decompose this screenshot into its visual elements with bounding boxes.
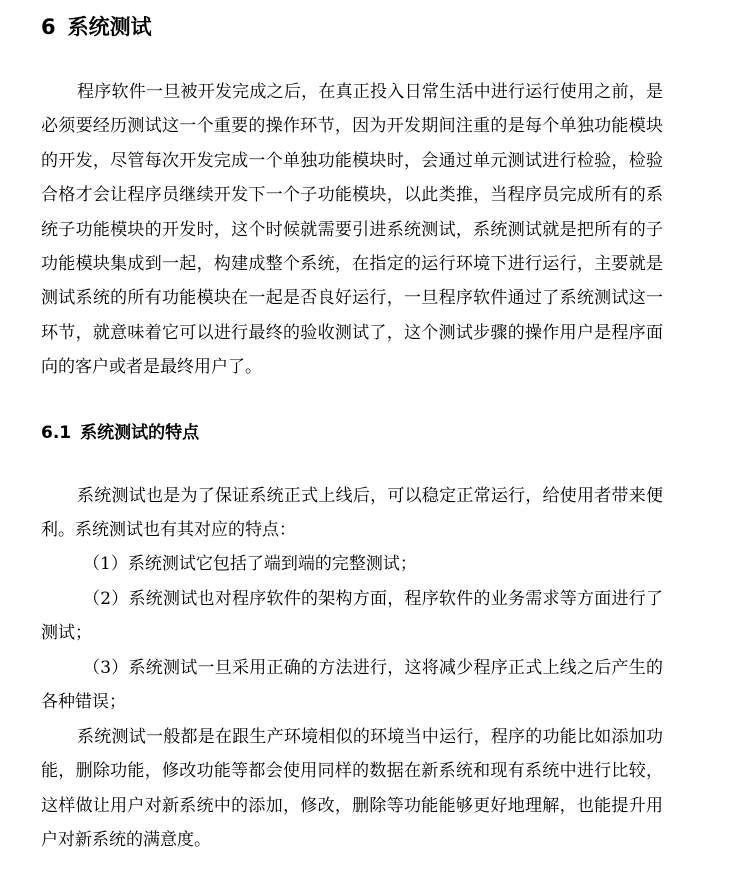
subsection-intro-paragraph: 系统测试也是为了保证系统正式上线后，可以稳定正常运行，给使用者带来便利。系统测试也有其对应的特点： bbox=[41, 486, 663, 541]
subsection-title: 系统测试的特点 bbox=[80, 423, 200, 443]
subsection-number: 6.1 bbox=[41, 423, 72, 443]
feature-item-2: （2）系统测试也对程序软件的架构方面，程序软件的业务需求等方面进行了测试； bbox=[41, 589, 663, 644]
feature-item-1: （1）系统测试它包括了端到端的完整测试； bbox=[83, 554, 417, 574]
feature-item-3: （3）系统测试一旦采用正确的方法进行，这将减少程序正式上线之后产生的各种错误； bbox=[41, 658, 663, 713]
section-heading bbox=[41, 12, 152, 42]
subsection-heading bbox=[41, 420, 199, 446]
section-title: 系统测试 bbox=[67, 15, 152, 39]
closing-paragraph: 系统测试一般都是在跟生产环境相似的环境当中运行，程序的功能比如添加功能，删除功能，修改功能等都会使用同样的数据在新系统和现有系统中进行比较，这样做让用户对新系统中的添加，修改，删除等功能能够更好地理解，也能提升用户对新系统的满意度。 bbox=[41, 727, 663, 851]
section-number: 6 bbox=[41, 15, 56, 39]
section-paragraph: 程序软件一旦被开发完成之后，在真正投入日常生活中进行运行使用之前，是必须要经历测试这一个重要的操作环节，因为开发期间注重的是每个单独功能模块的开发，尽管每次开发完成一个单独功能模块时，会通过单元测试进行检验，检验合格才会让程序员继续开发下一个子功能模块，以此类推，当程序员完成所有的系统子功能模块的开发时，这个时候就需要引进系统测试，系统测试就是把所有的子功能模块集成到一起，构建成整个系统，在指定的运行环境下进行运行，主要就是测试系统的所有功能模块在一起是否良好运行，一旦程序软件通过了系统测试这一环节，就意味着它可以进行最终的验收测试了，这个测试步骤的操作用户是程序面向的客户或者是最终用户了。 bbox=[41, 82, 663, 378]
